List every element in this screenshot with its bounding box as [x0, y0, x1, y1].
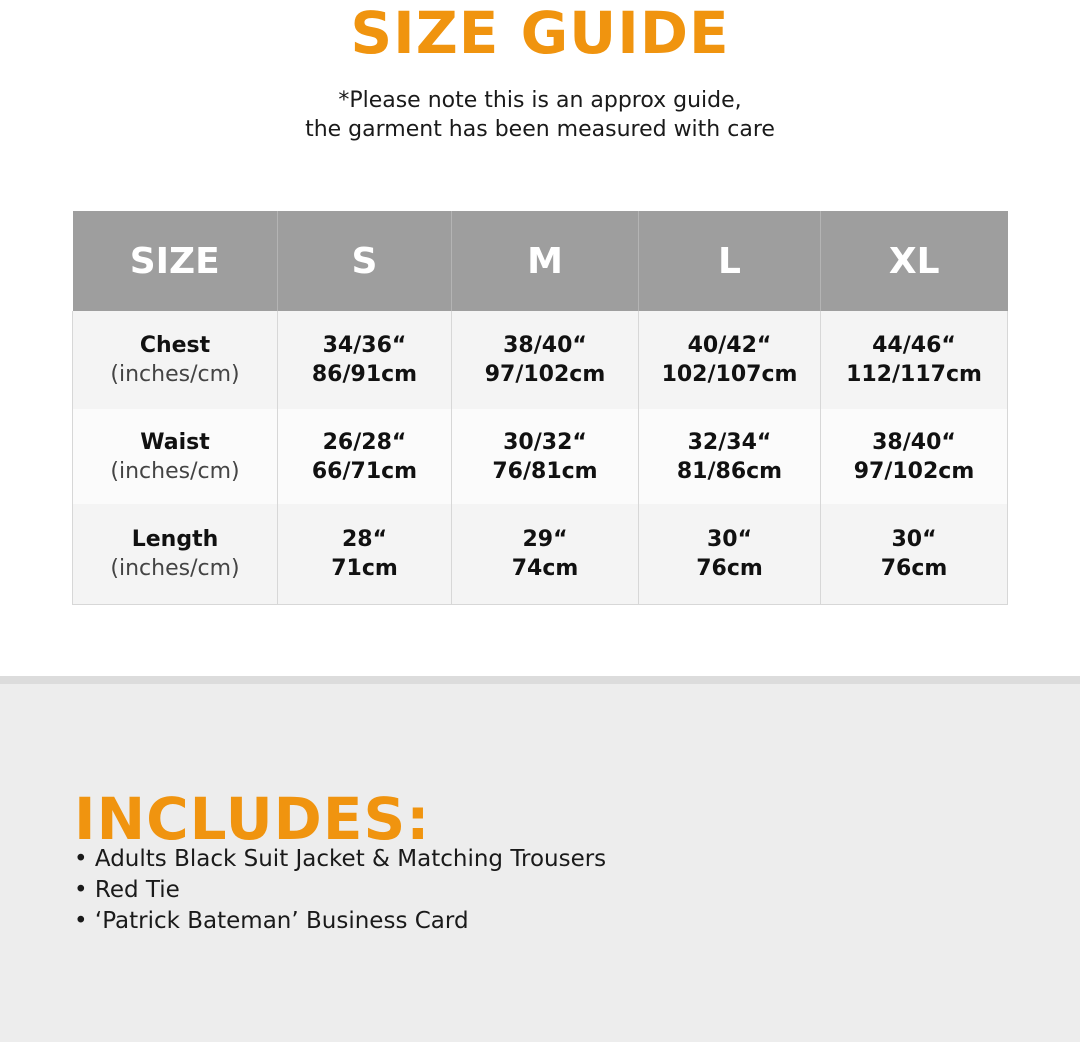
value-cm: 74cm: [511, 556, 579, 581]
value-inches: 30“: [706, 527, 753, 552]
table-cell: [452, 409, 639, 504]
value-inches: 44/46“: [872, 333, 956, 358]
includes-list: [74, 844, 606, 937]
table-cell: [821, 311, 1008, 409]
header-xl: XL: [821, 211, 1008, 311]
table-cell: [639, 311, 821, 409]
value-cm: 81/86cm: [676, 458, 783, 484]
page-title: SIZE GUIDE: [350, 0, 730, 67]
header-s: S: [278, 211, 452, 311]
table-cell: [278, 409, 452, 504]
value-cm: 76cm: [880, 556, 948, 581]
value-cm: 102/107cm: [661, 362, 798, 387]
value-inches: 32/34“: [687, 429, 772, 455]
value-cm: 97/102cm: [484, 362, 606, 387]
measure-name: Length: [131, 527, 219, 552]
value-inches: 38/40“: [503, 333, 587, 358]
list-item: • Red Tie: [74, 877, 180, 903]
measure-unit: (inches/cm): [110, 556, 240, 581]
value-inches: 40/42“: [687, 333, 772, 358]
row-label-length: [73, 504, 278, 605]
value-inches: 34/36“: [322, 333, 407, 358]
value-inches: 29“: [522, 527, 568, 552]
value-inches: 26/28“: [322, 429, 407, 455]
table-cell: [821, 409, 1008, 504]
note-line-2: the garment has been measured with care: [305, 117, 775, 142]
table-cell: [452, 311, 639, 409]
table-cell: [821, 504, 1008, 605]
measure-unit: (inches/cm): [110, 362, 240, 387]
includes-panel: [0, 676, 1080, 1042]
value-inches: 38/40“: [872, 429, 956, 455]
table-cell: [452, 504, 639, 605]
value-inches: 30“: [891, 527, 937, 552]
measure-name: Chest: [139, 333, 211, 358]
value-cm: 76/81cm: [492, 458, 598, 484]
note-line-1: *Please note this is an approx guide,: [338, 88, 742, 113]
table-row: [73, 504, 1008, 605]
header-l: L: [639, 211, 821, 311]
value-cm: 97/102cm: [853, 458, 975, 484]
approx-note: [0, 86, 1080, 144]
table-cell: [278, 504, 452, 605]
list-item: • ‘Patrick Bateman’ Business Card: [74, 908, 469, 934]
table-cell: [639, 504, 821, 605]
list-item: • Adults Black Suit Jacket & Matching Trousers: [74, 846, 607, 872]
value-inches: 28“: [341, 527, 388, 552]
measure-name: Waist: [140, 429, 210, 455]
table-header-row: [73, 211, 1008, 311]
value-cm: 71cm: [331, 556, 398, 581]
value-cm: 86/91cm: [311, 362, 418, 387]
value-inches: 30/32“: [503, 429, 587, 455]
header-size: SIZE: [73, 211, 278, 311]
table-cell: [278, 311, 452, 409]
size-table: [72, 211, 1008, 605]
includes-title: INCLUDES:: [74, 785, 431, 854]
value-cm: 112/117cm: [846, 362, 982, 387]
measure-unit: (inches/cm): [110, 458, 240, 484]
row-label-waist: [73, 409, 278, 504]
row-label-chest: [73, 311, 278, 409]
table-cell: [639, 409, 821, 504]
table-row: [73, 409, 1008, 504]
value-cm: 76cm: [696, 556, 763, 581]
value-cm: 66/71cm: [311, 458, 418, 484]
table-row: [73, 311, 1008, 409]
header-m: M: [452, 211, 639, 311]
